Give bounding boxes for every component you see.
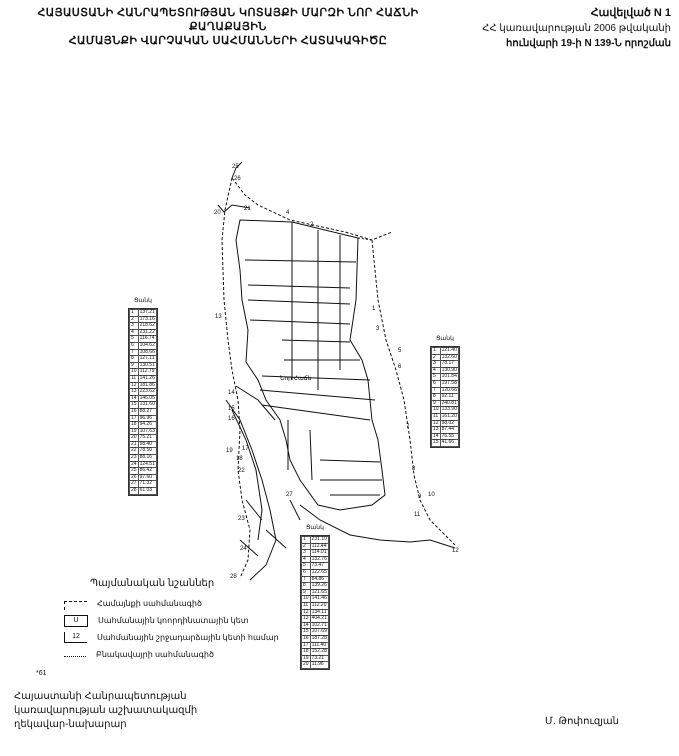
point-number-cell: 6 (302, 569, 311, 576)
distance-cell: 101.84 (441, 373, 457, 380)
distance-cell: 127.11 (139, 355, 155, 362)
point-number-cell: 19 (303, 654, 309, 661)
point-number-cell: 12 (131, 381, 137, 388)
distance-cell: 223.62 (139, 388, 155, 395)
point-number-cell: 6 (130, 342, 139, 349)
boundary-point-label: 25 (232, 164, 239, 170)
point-number-cell: 14 (303, 621, 309, 628)
point-number-cell: 18 (303, 648, 309, 655)
distance-cell: 11.96 (310, 662, 328, 669)
point-number-cell: 9 (302, 589, 311, 596)
distance-cell: 152.28 (311, 648, 327, 655)
point-number-cell: 2 (432, 354, 441, 361)
point-number-cell: 16 (131, 407, 137, 414)
point-number-cell: 12 (433, 419, 439, 426)
boundary-point-label: 16 (228, 416, 235, 422)
legend-item (60, 646, 360, 663)
distance-cell: 130.51 (139, 361, 155, 368)
point-number-cell: 8 (432, 394, 441, 401)
right-table-caption: Ցանկ (435, 336, 454, 342)
point-number-cell: 3 (302, 550, 311, 557)
point-number-cell: 11 (433, 412, 439, 419)
point-number-cell: 20 (131, 434, 137, 441)
legend-item-label: Սահմանային շրջադարձային կետի համար (97, 633, 279, 642)
distance-cell: 107.63 (139, 427, 155, 434)
boundary-point-label: 7 (406, 424, 410, 430)
boundary-point-label: 1 (372, 306, 376, 312)
point-number-cell: 7 (432, 387, 441, 394)
distance-cell: 187.28 (311, 634, 327, 641)
left-coordinate-table (128, 298, 158, 496)
boundary-point-label: 23 (238, 516, 245, 522)
point-number-cell: 1 (432, 348, 441, 355)
map-title-line1: ՀԱՅԱՍՏԱՆԻ ՀԱՆՐԱՊԵՏՈՒԹՅԱՆ ԿՈՏԱՅՔԻ ՄԱՐԶԻ ՆՈՐ ՀԱՃՆԻ ՔԱՂԱՔԱՅԻՆ (37, 7, 419, 33)
distance-cell: 78.17 (440, 361, 458, 368)
distance-cell: 84.86 (310, 576, 328, 583)
legend-heading: Պայմանական նշաններ (90, 578, 215, 589)
point-number-cell: 27 (131, 480, 137, 487)
boundary-point-label: 14 (228, 390, 235, 396)
town-label: Նոր Հաճն (280, 376, 312, 382)
legend-item (60, 595, 360, 612)
point-number-cell: 10 (131, 368, 137, 375)
point-number-cell: 20 (303, 661, 309, 668)
distance-cell: 197.58 (441, 379, 457, 386)
legend-item (60, 629, 360, 646)
distance-cell: 132.60 (441, 353, 457, 360)
boundary-point-label: 6 (398, 364, 402, 370)
point-number-cell: 13 (131, 388, 137, 395)
boundary-point-label: 11 (414, 512, 421, 518)
point-number-cell: 28 (131, 487, 137, 494)
point-number-cell: 2 (130, 316, 139, 323)
settlement-boundary (236, 220, 385, 510)
distance-cell: 139.26 (311, 582, 327, 589)
boundary-point-label: 17 (242, 446, 249, 452)
left-table (129, 309, 157, 495)
point-number-cell: 9 (130, 362, 139, 369)
point-number-cell: 17 (303, 641, 309, 648)
legend-item-label: Համայնքի սահմանագիծ (97, 599, 202, 608)
distance-cell: 96.96 (138, 415, 156, 422)
distance-cell: 133.90 (441, 406, 457, 413)
distance-cell: 97.60 (138, 474, 156, 481)
boundary-point-label: 10 (428, 492, 435, 498)
distance-cell: 132.76 (311, 555, 327, 562)
point-number-cell: 7 (302, 576, 311, 583)
distance-cell: 121.40 (441, 347, 457, 353)
point-number-cell: 16 (303, 634, 309, 641)
distance-cell: 131.60 (139, 401, 155, 408)
boundary-point-label: 4 (286, 210, 290, 216)
point-number-cell: 17 (131, 414, 137, 421)
approval-line3: հունվարի 19-ի N 139-Ն որոշման (506, 38, 671, 49)
distance-cell: 218.62 (139, 322, 155, 329)
point-number-cell: 7 (130, 349, 139, 356)
distance-cell: 141.46 (311, 595, 327, 602)
signatory-line3: ղեկավար-նախարար (14, 719, 127, 730)
point-number-cell: 26 (131, 473, 137, 480)
distance-cell: 240.81 (441, 399, 457, 406)
point-number-cell: 22 (131, 447, 137, 454)
point-number-cell: 18 (131, 421, 137, 428)
point-number-cell: 8 (302, 583, 311, 590)
distance-cell: 104.62 (139, 341, 155, 348)
distance-cell: 137.21 (139, 309, 155, 315)
legend-item-label: Բնակավայրի սահմանագիծ (96, 650, 214, 659)
point-number-cell: 12 (303, 608, 309, 615)
signatory-title (14, 690, 197, 732)
boundary-point-label: 20 (214, 210, 221, 216)
legend-item-label: Սահմանային կոորդինատային կետ (98, 616, 249, 625)
approval-line2: ՀՀ կառավարության 2006 թվականի (482, 23, 671, 34)
point-number-cell: 14 (131, 394, 137, 401)
boundary-point-symbol (64, 615, 88, 627)
boundary-point-label: 21 (244, 206, 251, 212)
table-row (432, 440, 459, 447)
point-number-cell: 23 (131, 454, 137, 461)
distance-cell: 114.01 (311, 549, 327, 556)
boundary-point-label: 18 (236, 456, 243, 462)
boundary-point-label: 8 (412, 466, 416, 472)
boundary-point-label: 26 (234, 176, 241, 182)
point-number-cell: 11 (131, 374, 137, 381)
bottom-table-caption: Ցանկ (305, 525, 324, 531)
boundary-point-label: 12 (452, 548, 459, 554)
distance-cell: 111.40 (310, 642, 328, 649)
boundary-point-label: 13 (215, 314, 222, 320)
signatory-line1: Հայաստանի Հանրապետության (14, 691, 187, 702)
point-number-cell: 4 (130, 329, 139, 336)
distance-cell: 71.32 (138, 481, 156, 488)
right-coordinate-table (430, 336, 460, 448)
distance-cell: 73.21 (310, 655, 328, 662)
point-number-cell: 10 (303, 595, 309, 602)
point-number-cell: 15 (433, 439, 439, 446)
distance-cell: 112.44 (311, 542, 327, 549)
distance-cell: 231.10 (311, 536, 327, 542)
distance-cell: 98.40 (138, 441, 156, 448)
point-number-cell: 11 (303, 601, 309, 608)
left-table-caption: Ցանկ (133, 298, 152, 304)
point-number-cell: 3 (130, 323, 139, 330)
distance-cell: 146.05 (139, 394, 155, 401)
legend-note: *61 (36, 670, 47, 677)
distance-cell: 231.22 (139, 328, 155, 335)
point-number-cell: 1 (130, 310, 139, 317)
distance-cell: 181.86 (139, 381, 155, 388)
distance-cell: 122.65 (311, 568, 327, 575)
point-number-cell: 5 (130, 336, 139, 343)
distance-cell: 41.66 (440, 440, 458, 447)
distance-cell: 75.21 (138, 435, 156, 442)
map-title-line2: ՀԱՄԱՅՆՔԻ ՎԱՐՉԱԿԱՆ ՍԱՀՄԱՆՆԵՐԻ ՀԱՏԱԿԱԳԻԾԸ (68, 35, 388, 47)
right-table (431, 347, 459, 447)
boundary-point-label: 5 (398, 348, 402, 354)
distance-cell: 134.11 (311, 608, 327, 615)
distance-cell: 124.51 (139, 460, 155, 467)
legend-item (60, 612, 360, 629)
distance-cell: 173.16 (139, 315, 155, 322)
distance-cell: 141.26 (139, 374, 155, 381)
distance-cell: 86.42 (138, 468, 156, 475)
boundary-point-label: 24 (240, 546, 247, 552)
distance-cell: 161.20 (441, 412, 457, 419)
boundary-point-label: 2 (310, 222, 314, 228)
community-boundary-symbol (64, 601, 87, 610)
distance-cell: 98.02 (440, 420, 458, 427)
point-number-cell: 5 (302, 563, 311, 570)
boundary-point-label: 3 (376, 326, 380, 332)
signature-name: Մ. Թոփուզյան (545, 716, 619, 727)
distance-cell: 73.47 (310, 563, 328, 570)
boundary-point-label: 9 (418, 494, 422, 500)
point-number-cell: 15 (131, 401, 137, 408)
distance-cell: 76.55 (440, 433, 458, 440)
distance-cell: 116.74 (139, 335, 155, 342)
point-number-cell: 9 (432, 400, 441, 407)
boundary-point-label: 28 (230, 574, 237, 580)
distance-cell: 78.50 (138, 448, 156, 455)
boundary-point-label: 19 (226, 448, 233, 454)
table-row (130, 408, 157, 415)
boundary-point-label: 27 (286, 492, 293, 498)
point-number-cell: 24 (131, 460, 137, 467)
distance-cell: 404.21 (311, 615, 327, 622)
point-number-cell: 25 (131, 467, 137, 474)
point-number-cell: 4 (432, 367, 441, 374)
point-number-cell: 3 (432, 361, 441, 368)
point-number-cell: 2 (302, 543, 311, 550)
point-number-cell: 1 (302, 537, 311, 544)
settlement-boundary-symbol (64, 656, 86, 658)
distance-cell: 107.69 (311, 628, 327, 635)
distance-cell: 94.26 (138, 422, 156, 429)
point-number-cell: 13 (433, 426, 439, 433)
table-row (130, 488, 157, 495)
distance-cell: 120.66 (441, 386, 457, 393)
distance-cell: 87.44 (440, 427, 458, 434)
signatory-line2: կառավարության աշխատակազմի (14, 705, 198, 716)
distance-cell: 61.03 (138, 488, 156, 495)
distance-cell: 88.16 (138, 455, 156, 462)
distance-cell: 112.79 (139, 368, 155, 375)
boundary-point-symbol-text: U (73, 616, 79, 624)
point-number-cell: 10 (433, 406, 439, 413)
distance-cell: 88.27 (138, 408, 156, 415)
distance-cell: 102.71 (311, 621, 327, 628)
turning-point-symbol (64, 632, 87, 643)
point-number-cell: 14 (433, 432, 439, 439)
distance-cell: 121.65 (311, 588, 327, 595)
distance-cell: 112.20 (311, 601, 327, 608)
approval-line1: Հավելված N 1 (590, 7, 671, 19)
point-number-cell: 19 (131, 427, 137, 434)
distance-cell: 108.66 (139, 348, 155, 355)
point-number-cell: 13 (303, 615, 309, 622)
turning-point-symbol-text: 12 (72, 633, 80, 640)
point-number-cell: 4 (302, 556, 311, 563)
point-number-cell: 8 (130, 356, 139, 363)
point-number-cell: 6 (432, 380, 441, 387)
boundary-point-label: 15 (228, 406, 235, 412)
distance-cell: 92.11 (440, 394, 458, 401)
boundary-point-label: 22 (238, 468, 245, 474)
point-number-cell: 15 (303, 628, 309, 635)
distance-cell: 130.90 (441, 366, 457, 373)
point-number-cell: 5 (432, 374, 441, 381)
point-number-cell: 21 (131, 440, 137, 447)
